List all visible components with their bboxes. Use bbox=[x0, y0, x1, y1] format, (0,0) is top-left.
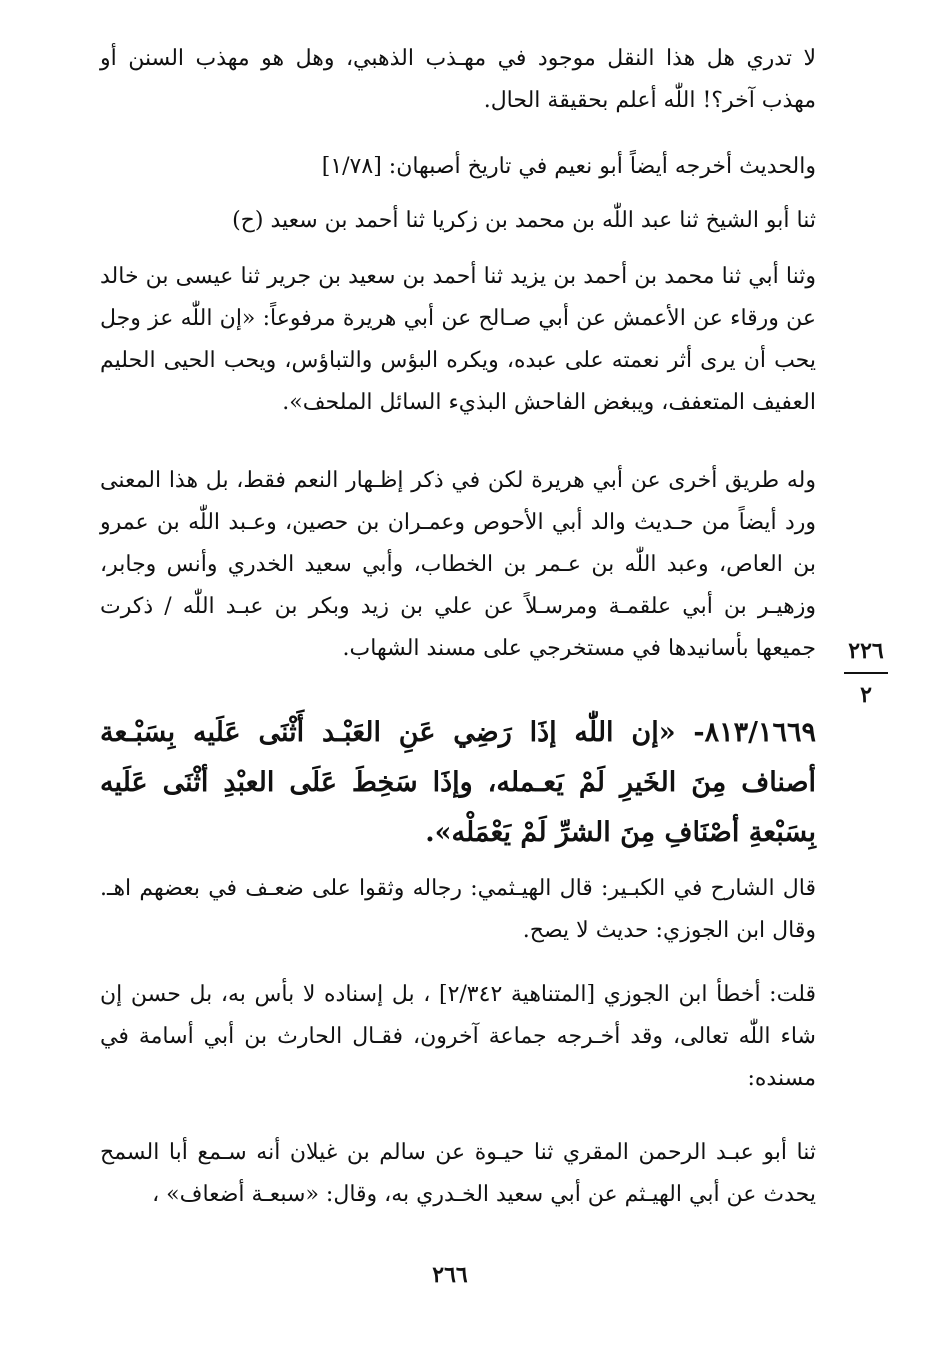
margin-page-number: ٢٢٦ bbox=[848, 638, 884, 664]
margin-divider bbox=[844, 672, 888, 674]
hadith-text-813: ٨١٣/١٦٦٩- «إن اللّٰه إذَا رَضِي عَنِ العَبْـد أَثْنَى عَلَيه بِسَبْـعة أصناف مِنَ الخَيرِ لَمْ يَعـمله، وإذَا سَخِطَ عَلَى العبْدِ أثْنَى عَلَيه بِسَبْعةِ أصْنَافِ مِنَ الشرِّ لَمْ يَعْمَلْه». bbox=[100, 717, 816, 848]
paragraph-isnad-second-with-matn: وثنا أبي ثنا محمد بن أحمد بن يزيد ثنا أحمد بن سعيد بن جرير ثنا عيسى بن خالد عن ورقاء عن الأعمش عن أبي صـالح عن أبي هريرة مرفوعاً: «إن اللّٰه عز وجل يحب أن يرى أثر نعمته على عبده، ويكره البؤس والتباؤس، ويحب الحيى الحليم العفيف المتعفف، ويبغض الفاحش البذيء السائل الملحف». bbox=[100, 264, 816, 415]
paragraph-other-routes: وله طريق أخرى عن أبي هريرة لكن في ذكر إظـهار النعم فقط، بل هذا المعنى ورد أيضاً من حـديث والد أبي الأحوص وعمـران بن حصين، وعـبد اللّٰه بن عمرو بن العاص، وعبد اللّٰه بن عـمر بن الخطاب، وأبي سعيد الخدري وأنس وجابر، وزهيـر بن أبي علقمـة ومرسـلاً عن علي بن زيد وبكر بن عبـد اللّٰه / ذكرت جميعها بأسانيدها في مستخرجي على مسند الشهاب. bbox=[100, 468, 816, 661]
margin-volume-page-reference bbox=[838, 636, 894, 710]
paragraph-isnad-first: ثنا أبو الشيخ ثنا عبد اللّٰه بن محمد بن زكريا ثنا أحمد بن سعيد (ح) bbox=[232, 208, 816, 233]
margin-volume-number: ٢ bbox=[860, 682, 872, 708]
page-number: ٢٦٦ bbox=[432, 1262, 468, 1288]
paragraph-commentator-note: قال الشارح في الكبـير: قال الهيـثمي: رجاله وثقوا على ضعـف في بعضهم اهـ. وقال ابن الجوزي: حديث لا يصح. bbox=[100, 876, 816, 943]
paragraph-author-response: قلت: أخطأ ابن الجوزي [المتناهية ٢/٣٤٢] ، بل إسناده لا بأس به، بل حسن إن شاء اللّٰه تعالى، وقد أخـرجه جماعة آخرون، فقـال الحارث بن أبي أسامة في مسنده: bbox=[100, 982, 817, 1091]
paragraph-source-note: لا تدري هل هذا النقل موجود في مهـذب الذهبي، وهل هو مهذب السنن أو مهذب آخر؟! اللّٰه أعلم بحقيقة الحال. bbox=[100, 46, 816, 113]
paragraph-harith-isnad: ثنا أبو عبـد الرحمن المقري ثنا حيـوة عن سالم بن غيلان أنه سـمع أبا السمح يحدث عن أبي الهيـثم عن أبي سعيد الخـدري به، وقال: «سبعـة أضعاف» ، bbox=[100, 1140, 816, 1207]
paragraph-abu-nuaym-reference: والحديث أخرجه أيضاً أبو نعيم في تاريخ أصبهان: [١/٧٨] bbox=[321, 154, 816, 179]
